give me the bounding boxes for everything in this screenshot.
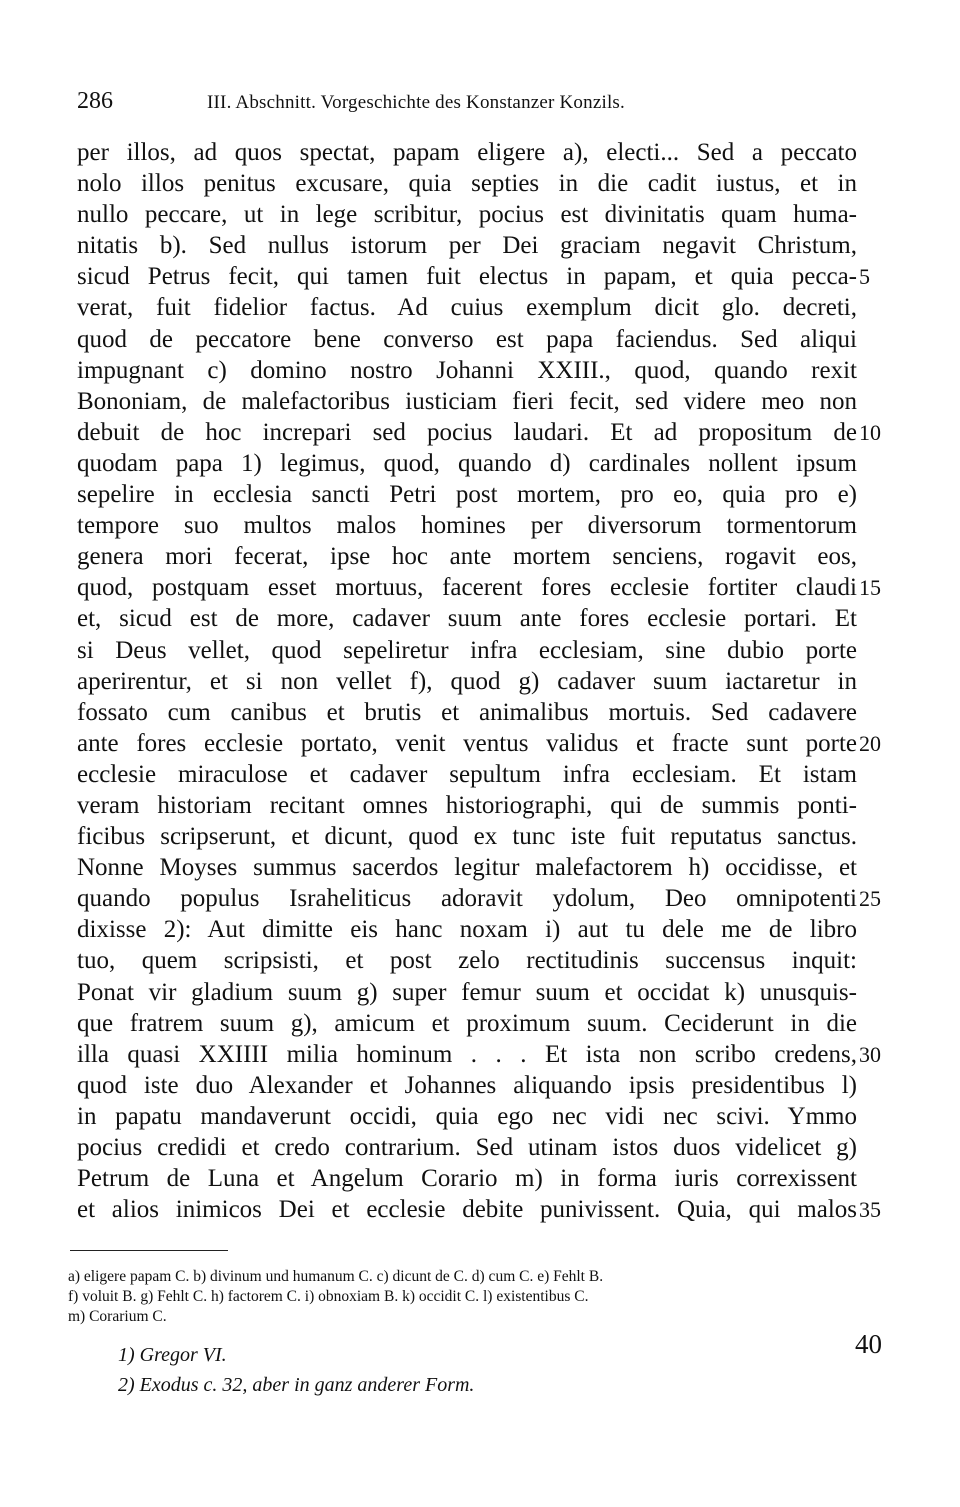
text-line bbox=[77, 852, 857, 883]
line-text: et, sicud est de more, cadaver suum ante fores ecclesie portari. Et bbox=[77, 605, 857, 633]
line-text: ecclesie miraculose et cadaver sepultum infra ecclesiam. Et istam bbox=[77, 760, 857, 788]
line-text: quando populus Israheliticus adoravit ydolum, Deo omnipotenti bbox=[77, 885, 857, 913]
line-text: fossato cum canibus et brutis et animalibus mortuis. Sed cadavere bbox=[77, 698, 857, 726]
text-line bbox=[77, 386, 857, 417]
line-number: 35 bbox=[859, 1197, 881, 1223]
line-text: ficibus scripserunt, et dicunt, quod ex tunc iste fuit reputatus sanctus. bbox=[77, 823, 857, 851]
line-text: dixisse 2): Aut dimitte eis hanc noxam i) aut tu dele me de libro bbox=[77, 916, 857, 944]
line-text: nullo peccare, ut in lege scribitur, pocius est divinitatis quam huma- bbox=[77, 201, 857, 229]
text-line bbox=[77, 1194, 881, 1225]
text-line bbox=[77, 666, 857, 697]
text-line bbox=[77, 1008, 857, 1039]
source-references bbox=[118, 1340, 474, 1400]
text-line bbox=[77, 1132, 857, 1163]
text-line bbox=[77, 137, 857, 168]
line-text: quod iste duo Alexander et Johannes aliquando ipsis presidentibus l) bbox=[77, 1071, 857, 1099]
text-line bbox=[77, 883, 881, 914]
text-line bbox=[77, 1070, 857, 1101]
line-text: quod de peccatore bene converso est papa faciendus. Sed aliqui bbox=[77, 325, 857, 353]
text-line bbox=[77, 821, 857, 852]
line-text: veram historiam recitant omnes historiographi, qui de summis ponti- bbox=[77, 791, 857, 819]
text-line bbox=[77, 261, 870, 292]
line-text: nolo illos penitus excusare, quia septies in die cadit iustus, et in bbox=[77, 170, 857, 198]
text-line bbox=[77, 1039, 881, 1070]
text-line bbox=[77, 1101, 857, 1132]
line-text: ante fores ecclesie portato, venit ventus validus et fracte sunt porte bbox=[77, 729, 857, 757]
text-line bbox=[77, 1163, 857, 1194]
line-number: 10 bbox=[859, 419, 881, 445]
text-line bbox=[77, 355, 857, 386]
critical-apparatus bbox=[68, 1267, 888, 1327]
line-text: pocius credidi et credo contrarium. Sed utinam istos duos videlicet g) bbox=[77, 1134, 857, 1161]
line-text: quod, postquam esset mortuus, facerent fores ecclesie fortiter claudi bbox=[77, 574, 857, 602]
reference-line: 2) Exodus c. 32, aber in ganz anderer Form. bbox=[118, 1374, 475, 1396]
line-text: verat, fuit fidelior factus. Ad cuius exemplum dicit glo. decreti, bbox=[77, 294, 857, 322]
line-text: sicud Petrus fecit, qui tamen fuit electus in papam, et quia pecca- bbox=[77, 263, 857, 291]
text-line bbox=[77, 230, 857, 261]
line-number: 5 bbox=[859, 264, 870, 290]
signature-mark: 40 bbox=[855, 1329, 882, 1359]
text-line bbox=[77, 945, 857, 976]
running-head: III. Abschnitt. Vorgeschichte des Konstanzer Konzils. bbox=[207, 92, 625, 113]
page-header bbox=[77, 88, 883, 118]
line-text: sepelire in ecclesia sancti Petri post mortem, pro eo, quia pro e) bbox=[77, 481, 857, 509]
line-text: debuit de hoc increpari sed pocius laudari. Et ad propositum de bbox=[77, 418, 857, 446]
text-line bbox=[77, 635, 857, 666]
footnote-divider bbox=[70, 1250, 228, 1251]
text-line bbox=[77, 759, 857, 790]
main-text bbox=[77, 137, 881, 1225]
line-text: que fratrem suum g), amicum et proximum suum. Ceciderunt in die bbox=[77, 1009, 857, 1037]
line-text: illa quasi XXIIII milia hominum . . . Et ista non scribo credens, bbox=[77, 1040, 857, 1068]
line-text: per illos, ad quos spectat, papam eligere a), electi... Sed a peccato bbox=[77, 139, 857, 166]
line-text: tempore suo multos malos homines per diversorum tormentorum bbox=[77, 512, 857, 540]
footnote-line: f) voluit B. g) Fehlt C. h) factorem C. i) obnoxiam B. k) occidit C. l) existentibus C. bbox=[68, 1288, 589, 1305]
text-line bbox=[77, 199, 857, 230]
line-text: aperirentur, et si non vellet f), quod g) cadaver suum iactaretur in bbox=[77, 667, 857, 695]
text-line bbox=[77, 697, 857, 728]
text-line bbox=[77, 790, 857, 821]
text-line bbox=[77, 448, 857, 479]
text-line bbox=[77, 417, 881, 448]
line-text: Petrum de Luna et Angelum Corario m) in forma iuris correxissent bbox=[77, 1165, 857, 1193]
footnote-line: a) eligere papam C. b) divinum und humanum C. c) dicunt de C. d) cum C. e) Fehlt B. bbox=[68, 1268, 604, 1285]
text-line bbox=[77, 977, 857, 1008]
line-text: si Deus vellet, quod sepeliretur infra ecclesiam, sine dubio porte bbox=[77, 636, 857, 664]
text-line bbox=[77, 510, 857, 541]
line-text: quodam papa 1) legimus, quod, quando d) cardinales nollent ipsum bbox=[77, 449, 857, 477]
footnote-line: m) Corarium C. bbox=[68, 1308, 167, 1325]
text-line bbox=[77, 728, 881, 759]
text-line bbox=[77, 603, 857, 634]
line-text: Bononiam, de malefactoribus iusticiam fieri fecit, sed videre meo non bbox=[77, 387, 857, 415]
line-text: Ponat vir gladium suum g) super femur suum et occidat k) unusquis- bbox=[77, 978, 857, 1006]
page-number: 286 bbox=[77, 88, 113, 114]
line-text: et alios inimicos Dei et ecclesie debite punivissent. Quia, qui malos bbox=[77, 1196, 857, 1224]
line-text: nitatis b). Sed nullus istorum per Dei graciam negavit Christum, bbox=[77, 232, 857, 260]
reference-line: 1) Gregor VI. bbox=[118, 1344, 227, 1366]
line-number: 20 bbox=[859, 730, 881, 756]
line-number: 15 bbox=[859, 575, 881, 601]
text-line bbox=[77, 292, 857, 323]
text-line bbox=[77, 541, 857, 572]
line-text: impugnant c) domino nostro Johanni XXIII., quod, quando rexit bbox=[77, 356, 857, 384]
text-line bbox=[77, 479, 857, 510]
line-text: genera mori fecerat, ipse hoc ante mortem senciens, rogavit eos, bbox=[77, 543, 857, 571]
text-line bbox=[77, 572, 881, 603]
line-number: 30 bbox=[859, 1041, 881, 1067]
text-line bbox=[77, 914, 857, 945]
text-line bbox=[77, 168, 857, 199]
line-text: in papatu mandaverunt occidi, quia ego nec vidi nec scivi. Ymmo bbox=[77, 1102, 857, 1130]
text-line bbox=[77, 324, 857, 355]
line-text: tuo, quem scripsisti, et post zelo rectitudinis succensus inquit: bbox=[77, 947, 857, 975]
line-text: Nonne Moyses summus sacerdos legitur malefactorem h) occidisse, et bbox=[77, 854, 857, 882]
line-number: 25 bbox=[859, 886, 881, 912]
